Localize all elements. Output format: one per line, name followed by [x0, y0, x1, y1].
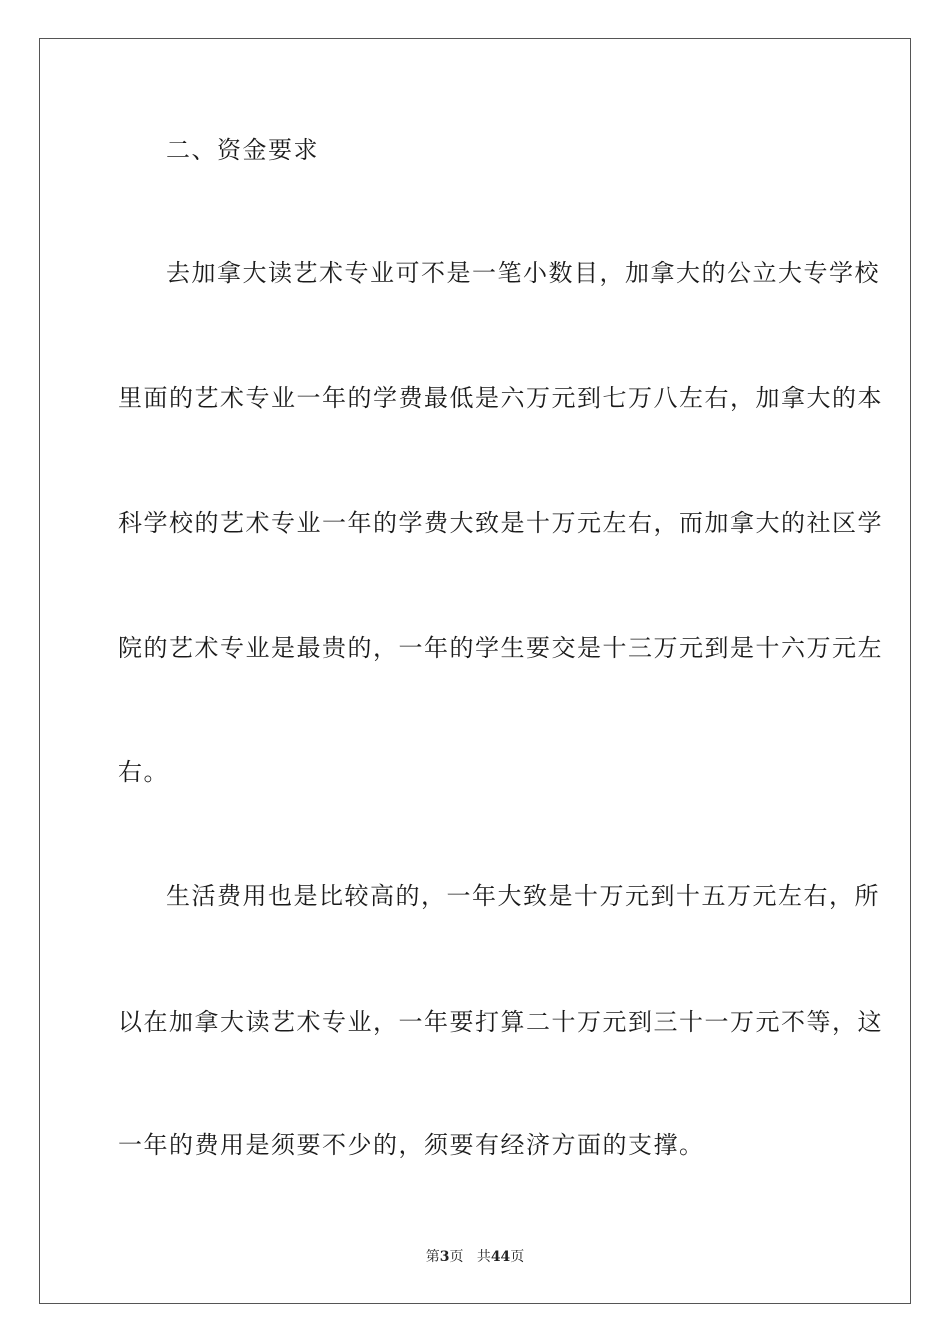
paragraph-1-line-2: 里面的艺术专业一年的学费最低是六万元到七万八左右，加拿大的本	[118, 384, 883, 412]
section-heading: 二、资金要求	[166, 136, 319, 164]
paragraph-1-line-5: 右。	[118, 758, 169, 786]
paragraph-1-line-3: 科学校的艺术专业一年的学费大致是十万元左右，而加拿大的社区学	[118, 509, 883, 537]
paragraph-2-line-1: 生活费用也是比较高的，一年大致是十万元到十五万元左右，所	[166, 882, 880, 910]
total-prefix: 共	[476, 1249, 491, 1265]
current-page-number: 3	[439, 1249, 450, 1265]
paragraph-1-line-4: 院的艺术专业是最贵的，一年的学生要交是十三万元到是十六万元左	[118, 634, 883, 662]
page-suffix: 页	[449, 1249, 464, 1265]
paragraph-1-line-1: 去加拿大读艺术专业可不是一笔小数目，加拿大的公立大专学校	[166, 259, 880, 287]
page-number-footer	[0, 1248, 950, 1266]
paragraph-2-line-2: 以在加拿大读艺术专业，一年要打算二十万元到三十一万元不等，这	[118, 1008, 883, 1036]
paragraph-2-line-3: 一年的费用是须要不少的，须要有经济方面的支撑。	[118, 1131, 705, 1159]
total-suffix: 页	[510, 1249, 525, 1265]
page-border	[39, 38, 911, 1304]
page-prefix: 第	[425, 1249, 440, 1265]
total-page-count: 44	[490, 1249, 511, 1265]
